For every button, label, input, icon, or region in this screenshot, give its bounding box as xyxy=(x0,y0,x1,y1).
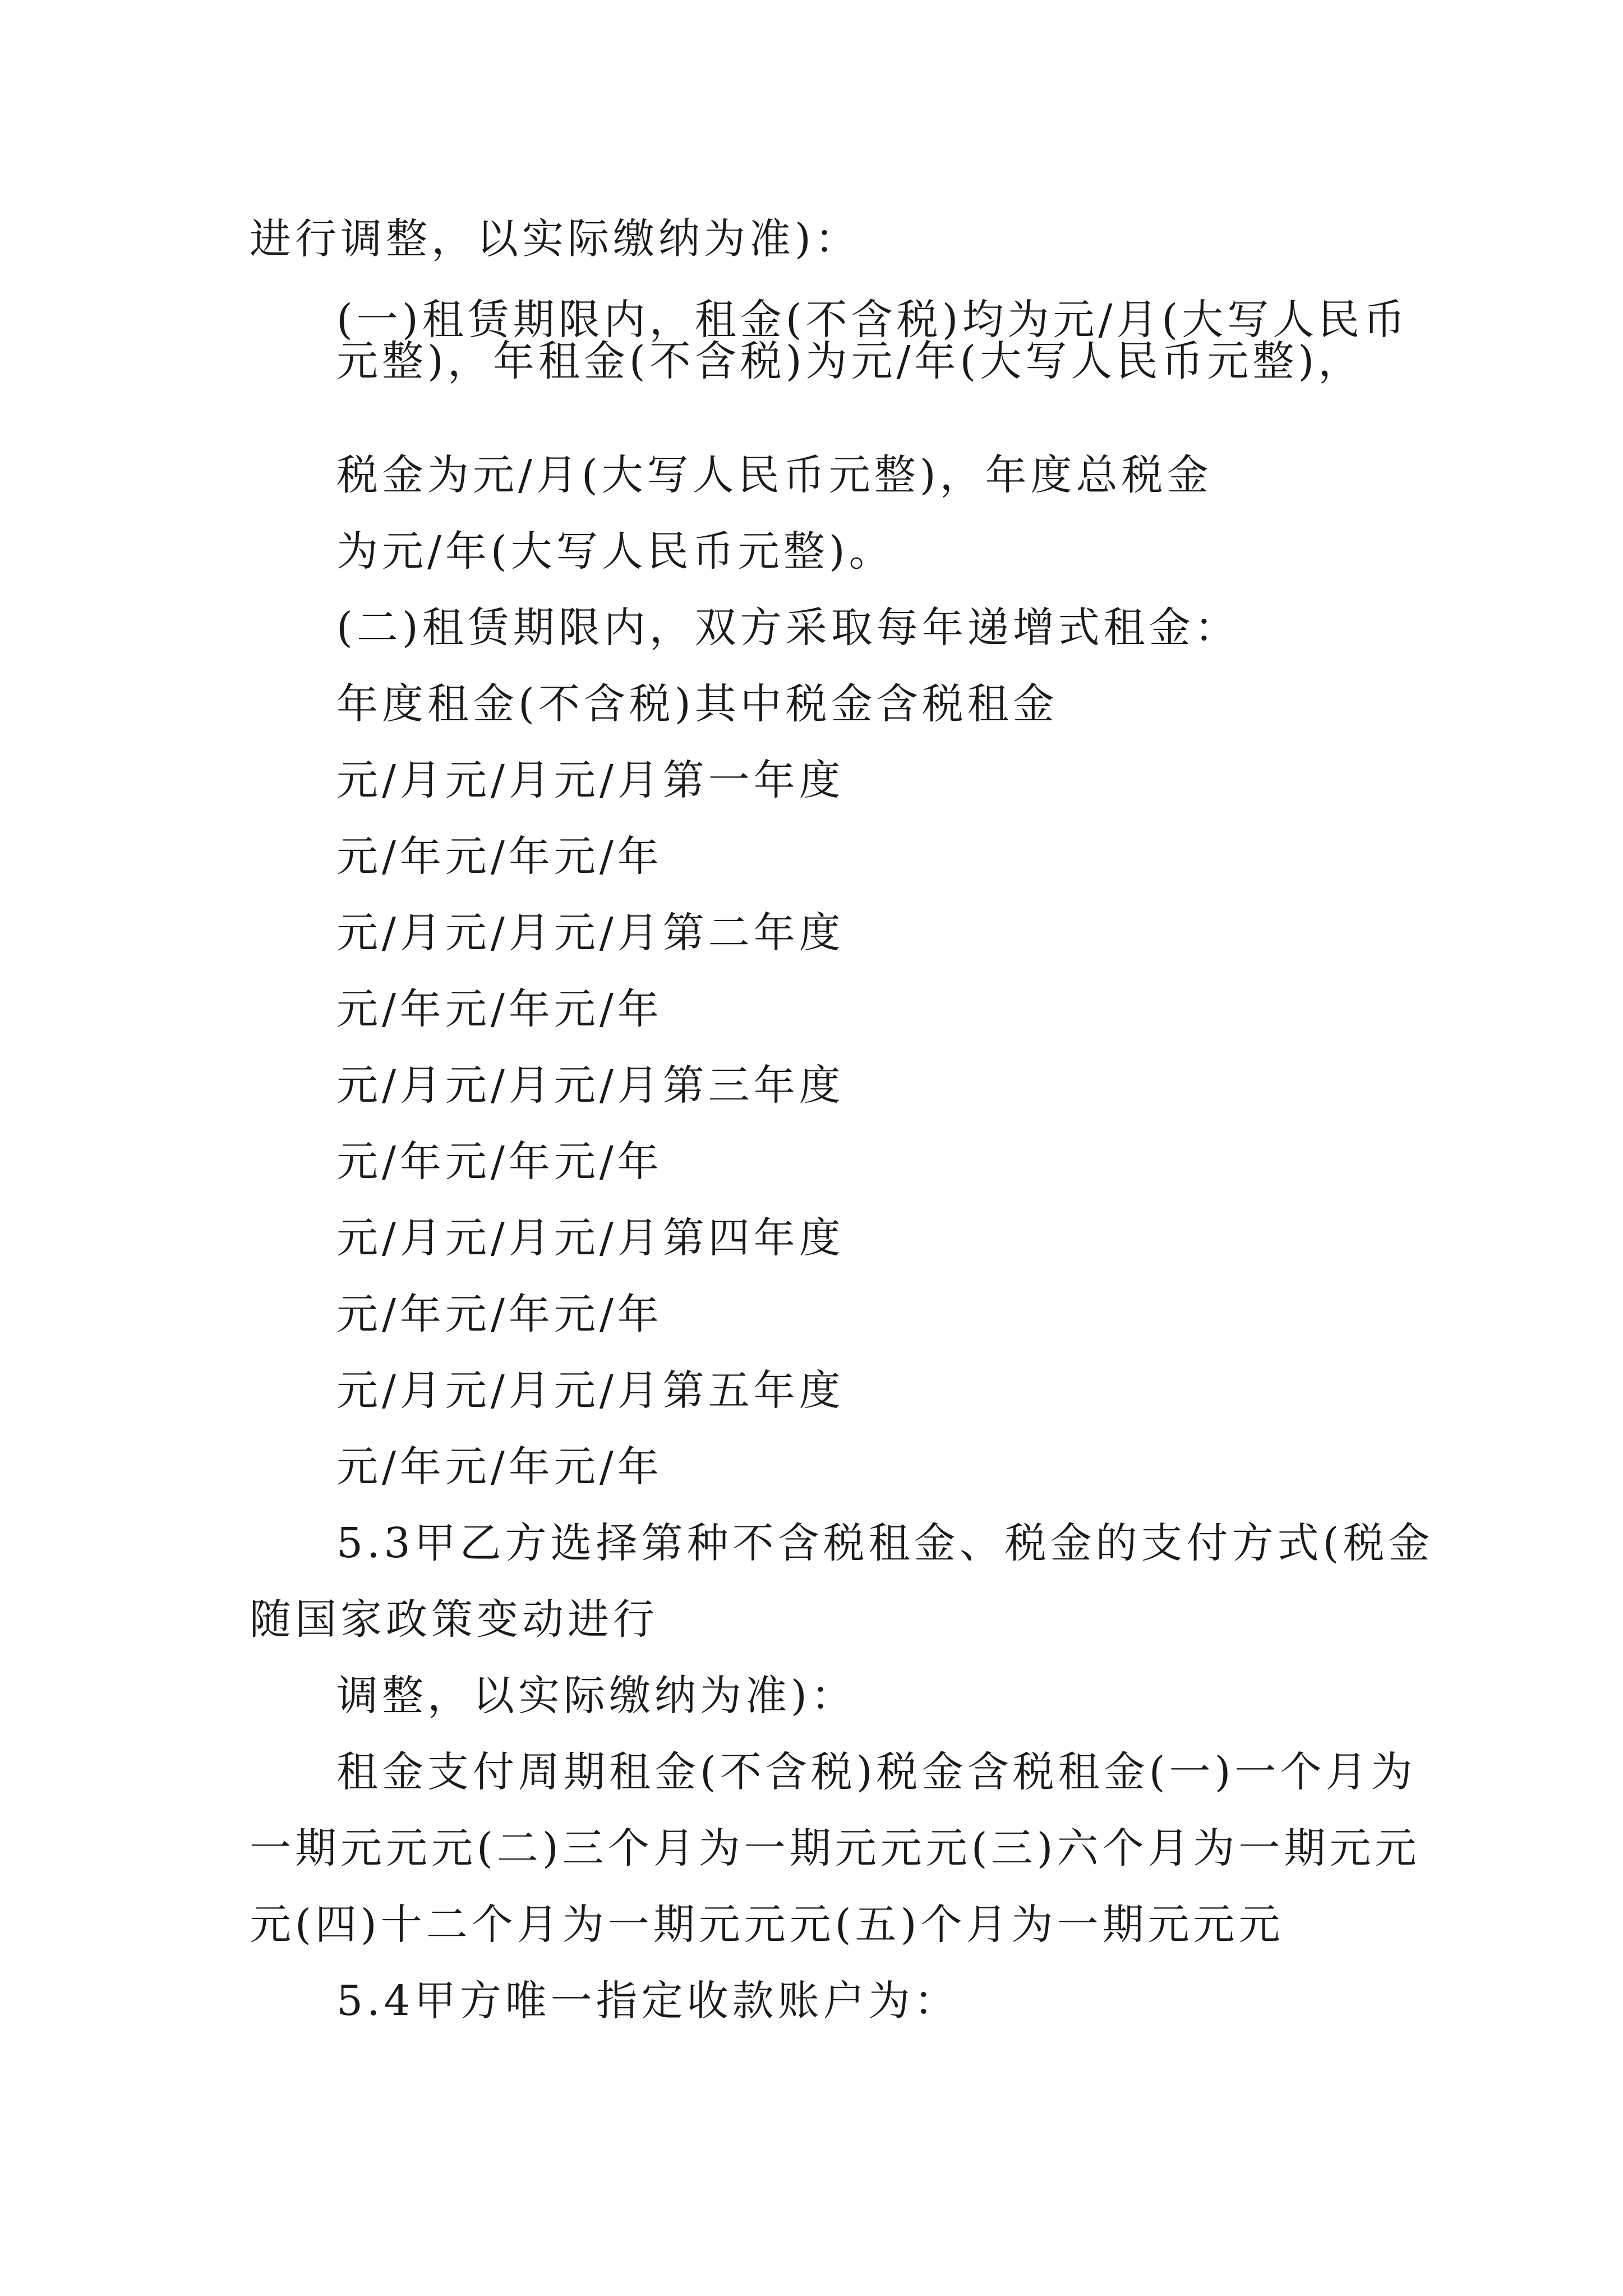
text-line-6: (二)租赁期限内，双方采取每年递增式租金： xyxy=(336,604,1240,652)
text-line-19: 随国家政策变动进行 xyxy=(250,1595,658,1644)
text-line-11: 元/年元/年元/年 xyxy=(336,985,663,1033)
text-line-9: 元/年元/年元/年 xyxy=(336,832,663,881)
text-line-21: 租金支付周期租金(不含税)税金含税租金(一)一个月为 xyxy=(336,1748,1417,1796)
text-line-12: 元/月元/月元/月第三年度 xyxy=(336,1061,845,1110)
text-line-4: 税金为元/月(大写人民币元整)，年度总税金 xyxy=(336,451,1212,499)
text-line-20: 调整，以实际缴纳为准)： xyxy=(336,1672,856,1720)
text-line-10: 元/月元/月元/月第二年度 xyxy=(336,909,845,957)
text-line-18: 5.3甲乙方选择第种不含税租金、税金的支付方式(税金 xyxy=(336,1519,1434,1567)
text-line-7: 年度租金(不含税)其中税金含税租金 xyxy=(336,680,1058,728)
text-line-17: 元/年元/年元/年 xyxy=(336,1443,663,1491)
text-line-24: 5.4甲方唯一指定收款账户为： xyxy=(336,1977,960,2025)
text-line-5: 为元/年(大写人民币元整)。 xyxy=(336,527,895,576)
text-line-13: 元/年元/年元/年 xyxy=(336,1138,663,1186)
text-line-22: 一期元元元(二)三个月为一期元元元(三)六个月为一期元元 xyxy=(250,1824,1421,1872)
text-line-2: (一)租赁期限内，租金(不含税)均为元/月(大写人民币 xyxy=(336,296,1409,344)
text-line-16: 元/月元/月元/月第五年度 xyxy=(336,1366,845,1415)
text-line-23: 元(四)十二个月为一期元元元(五)个月为一期元元元 xyxy=(250,1901,1284,1949)
text-line-1: 进行调整，以实际缴纳为准)： xyxy=(250,215,860,263)
text-line-14: 元/月元/月元/月第四年度 xyxy=(336,1214,845,1262)
text-line-3: 元整)，年租金(不含税)为元/年(大写人民币元整)， xyxy=(336,337,1364,385)
text-line-15: 元/年元/年元/年 xyxy=(336,1290,663,1338)
text-line-8: 元/月元/月元/月第一年度 xyxy=(336,756,845,804)
